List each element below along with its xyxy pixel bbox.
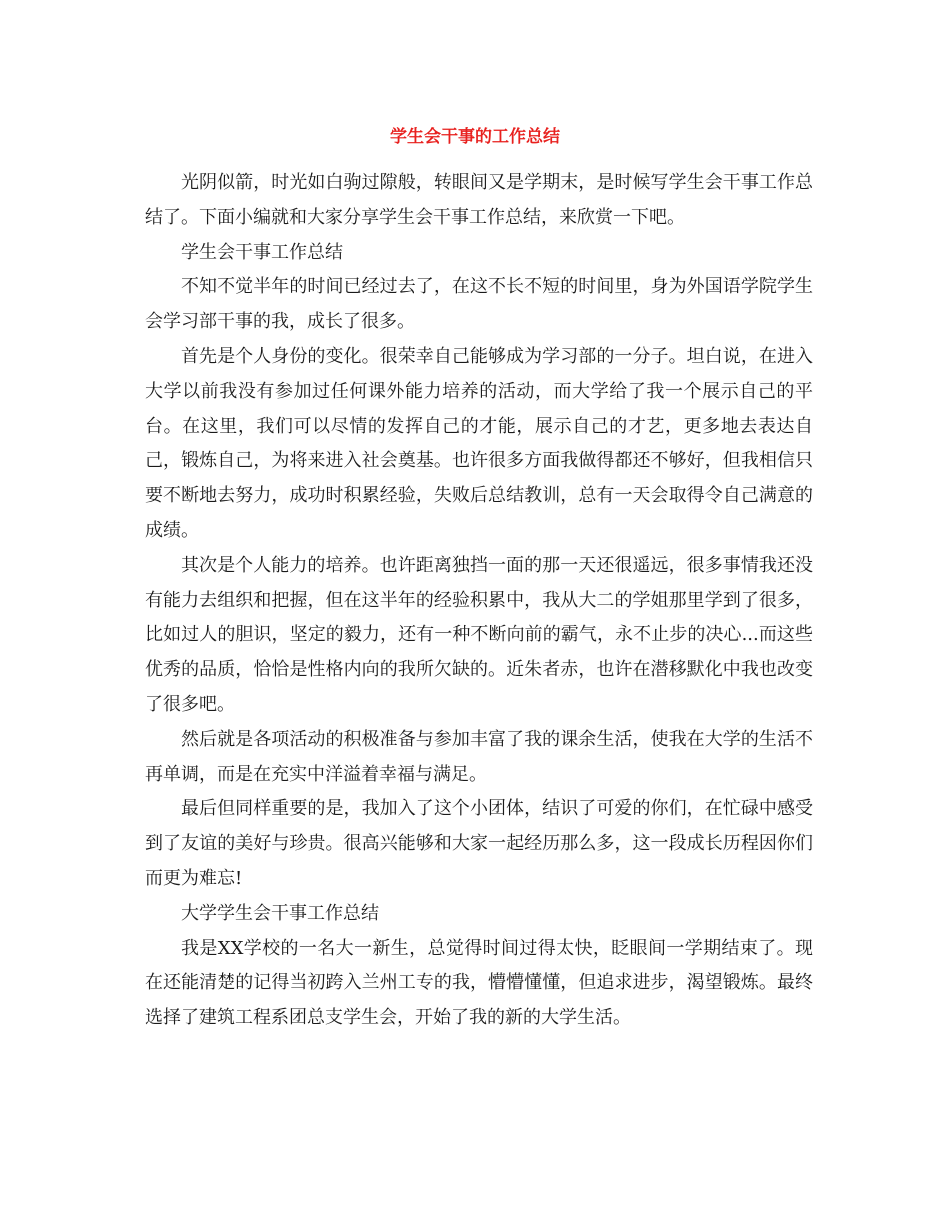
paragraph: 最后但同样重要的是，我加入了这个小团体，结识了可爱的你们，在忙碌中感受到了友谊的美好与珍贵。很高兴能够和大家一起经历那么多，这一段成长历程因你们而更为难忘!: [145, 798, 813, 889]
paragraph: 然后就是各项活动的积极准备与参加丰富了我的课余生活，使我在大学的生活不再单调，而是在充实中洋溢着幸福与满足。: [145, 728, 813, 785]
paragraph: 其次是个人能力的培养。也许距离独挡一面的那一天还很遥远，很多事情我还没有能力去组织和把握，但在这半年的经验积累中，我从大二的学姐那里学到了很多，比如过人的胆识，坚定的毅力，还有一种不断向前的霸气，永不止步的决心...而这些优秀的品质，恰恰是性格内向的我所欠缺的。近朱者赤，也许在潜移默化中我也改变了很多吧。: [145, 554, 813, 715]
document-body: [145, 166, 813, 1036]
paragraph: 不知不觉半年的时间已经过去了，在这不长不短的时间里，身为外国语学院学生会学习部干事的我，成长了很多。: [145, 276, 813, 333]
section-heading-2: 大学学生会干事工作总结: [181, 902, 379, 924]
paragraph: 我是XX学校的一名大一新生，总觉得时间过得太快，眨眼间一学期结束了。现在还能清楚的记得当初跨入兰州工专的我，懵懵懂懂，但追求进步，渴望锻炼。最终选择了建筑工程系团总支学生会，开始了我的新的大学生活。: [145, 937, 813, 1029]
paragraph-intro: 光阴似箭，时光如白驹过隙般，转眼间又是学期末，是时候写学生会干事工作总结了。下面小编就和大家分享学生会干事工作总结，来欣赏一下吧。: [145, 172, 813, 228]
paragraph: 首先是个人身份的变化。很荣幸自己能够成为学习部的一分子。坦白说，在进入大学以前我没有参加过任何课外能力培养的活动，而大学给了我一个展示自己的平台。在这里，我们可以尽情的发挥自己的才能，展示自己的才艺，更多地去表达自己，锻炼自己，为将来进入社会奠基。也许很多方面我做得都还不够好，但我相信只要不断地去努力，成功时积累经验，失败后总结教训，总有一天会取得令自己满意的成绩。: [145, 345, 813, 541]
document-title: 学生会干事的工作总结: [390, 127, 560, 147]
section-heading-1: 学生会干事工作总结: [181, 241, 343, 263]
